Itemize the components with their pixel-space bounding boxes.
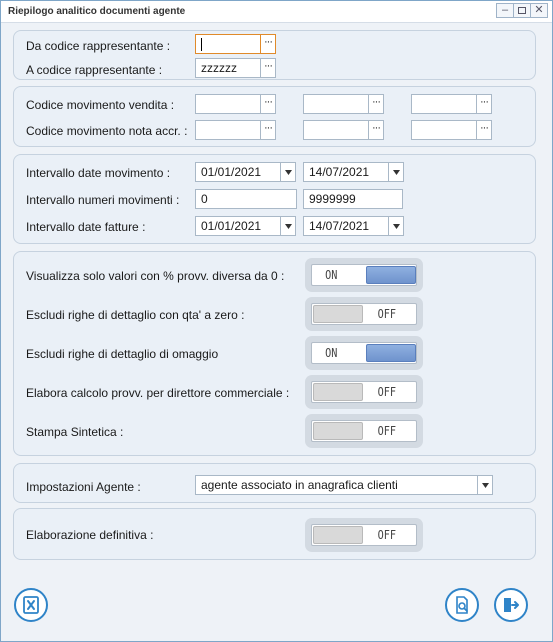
option-label: Escludi righe di dettaglio di omaggio bbox=[26, 347, 219, 361]
stampa-sintetica-toggle[interactable]: OFF bbox=[311, 420, 417, 442]
intervalli-panel bbox=[13, 154, 536, 244]
minimize-button[interactable] bbox=[496, 3, 514, 18]
numeri-movimenti-to-input[interactable]: 9999999 bbox=[303, 189, 403, 209]
option-label: Escludi righe di dettaglio con qta' a zero : bbox=[26, 308, 245, 322]
option-label: Stampa Sintetica : bbox=[26, 425, 124, 439]
impostazioni-agente-label: Impostazioni Agente : bbox=[26, 480, 141, 494]
close-icon: ✕ bbox=[534, 4, 544, 16]
toggle-knob bbox=[313, 422, 363, 440]
movimenti-panel bbox=[13, 86, 536, 147]
vendita-code-1-lookup-button[interactable]: ··· bbox=[260, 94, 276, 114]
numeri-movimenti-label: Intervallo numeri movimenti : bbox=[26, 193, 180, 207]
chevron-down-icon bbox=[482, 483, 489, 488]
da-codice-input[interactable] bbox=[195, 34, 261, 54]
vendita-code-3-input[interactable] bbox=[411, 94, 477, 114]
chevron-down-icon bbox=[393, 170, 400, 175]
text-caret bbox=[201, 38, 202, 51]
date-movimento-to-input[interactable]: 14/07/2021 bbox=[303, 162, 389, 182]
option-toggle-wrap bbox=[305, 414, 423, 448]
a-codice-lookup-button[interactable]: ··· bbox=[260, 58, 276, 78]
impostazioni-agente-dropdown[interactable] bbox=[477, 475, 493, 495]
window-controls bbox=[497, 3, 548, 18]
exit-button[interactable] bbox=[494, 588, 528, 622]
numeri-movimenti-from-input[interactable]: 0 bbox=[195, 189, 297, 209]
elaborazione-definitiva-toggle[interactable]: OFF bbox=[311, 524, 417, 546]
date-movimento-label: Intervallo date movimento : bbox=[26, 166, 171, 180]
rappresentante-panel bbox=[13, 30, 536, 80]
definitiva-panel bbox=[13, 508, 536, 560]
title-bar bbox=[1, 1, 552, 23]
vendita-code-2-lookup-button[interactable]: ··· bbox=[368, 94, 384, 114]
date-fatture-from-dropdown[interactable] bbox=[280, 216, 296, 236]
date-movimento-to-dropdown[interactable] bbox=[388, 162, 404, 182]
a-codice-input[interactable]: zzzzzz bbox=[195, 58, 261, 78]
minimize-icon: – bbox=[501, 4, 509, 16]
da-codice-lookup-button[interactable]: ··· bbox=[260, 34, 276, 54]
vendita-code-2-input[interactable] bbox=[303, 94, 369, 114]
date-fatture-from-input[interactable]: 01/01/2021 bbox=[195, 216, 281, 236]
date-fatture-to-input[interactable]: 14/07/2021 bbox=[303, 216, 389, 236]
maximize-icon bbox=[518, 7, 526, 14]
option-toggle-wrap bbox=[305, 518, 423, 552]
qta-zero-toggle[interactable]: OFF bbox=[311, 303, 417, 325]
print-preview-button[interactable] bbox=[445, 588, 479, 622]
chevron-down-icon bbox=[393, 224, 400, 229]
option-toggle-wrap bbox=[305, 375, 423, 409]
exit-door-icon bbox=[501, 595, 521, 615]
option-toggle-wrap bbox=[305, 258, 423, 292]
window-title: Riepilogo analitico documenti agente bbox=[8, 6, 186, 17]
excel-icon bbox=[21, 595, 41, 615]
nota-accr-label: Codice movimento nota accr. : bbox=[26, 124, 188, 138]
da-codice-label: Da codice rappresentante : bbox=[26, 39, 171, 53]
excel-export-button[interactable] bbox=[14, 588, 48, 622]
toggle-knob bbox=[313, 305, 363, 323]
toggle-knob bbox=[366, 266, 416, 284]
toggle-knob bbox=[313, 383, 363, 401]
impostazioni-agente-select[interactable]: agente associato in anagrafica clienti bbox=[195, 475, 478, 495]
direttore-commerciale-toggle[interactable]: OFF bbox=[311, 381, 417, 403]
option-toggle-wrap bbox=[305, 297, 423, 331]
date-fatture-to-dropdown[interactable] bbox=[388, 216, 404, 236]
vendita-code-3-lookup-button[interactable]: ··· bbox=[476, 94, 492, 114]
options-panel bbox=[13, 251, 536, 456]
chevron-down-icon bbox=[285, 224, 292, 229]
nota-code-2-input[interactable] bbox=[303, 120, 369, 140]
provv-diversa-toggle[interactable]: ON bbox=[311, 264, 417, 286]
vendita-code-1-input[interactable] bbox=[195, 94, 261, 114]
preview-icon bbox=[452, 595, 472, 615]
option-toggle-wrap bbox=[305, 336, 423, 370]
option-label: Elabora calcolo provv. per direttore commerciale : bbox=[26, 386, 290, 400]
toggle-knob bbox=[313, 526, 363, 544]
nota-code-3-input[interactable] bbox=[411, 120, 477, 140]
nota-code-3-lookup-button[interactable]: ··· bbox=[476, 120, 492, 140]
impostazioni-panel bbox=[13, 463, 536, 503]
option-label: Visualizza solo valori con % provv. diversa da 0 : bbox=[26, 269, 285, 283]
elaborazione-definitiva-label: Elaborazione definitiva : bbox=[26, 528, 154, 542]
nota-code-1-lookup-button[interactable]: ··· bbox=[260, 120, 276, 140]
toggle-knob bbox=[366, 344, 416, 362]
date-fatture-label: Intervallo date fatture : bbox=[26, 220, 146, 234]
date-movimento-from-input[interactable]: 01/01/2021 bbox=[195, 162, 281, 182]
date-movimento-from-dropdown[interactable] bbox=[280, 162, 296, 182]
omaggio-toggle[interactable]: ON bbox=[311, 342, 417, 364]
vendita-label: Codice movimento vendita : bbox=[26, 98, 175, 112]
maximize-button[interactable] bbox=[513, 3, 531, 18]
close-window-button[interactable] bbox=[530, 3, 548, 18]
a-codice-label: A codice rappresentante : bbox=[26, 63, 163, 77]
chevron-down-icon bbox=[285, 170, 292, 175]
nota-code-2-lookup-button[interactable]: ··· bbox=[368, 120, 384, 140]
nota-code-1-input[interactable] bbox=[195, 120, 261, 140]
